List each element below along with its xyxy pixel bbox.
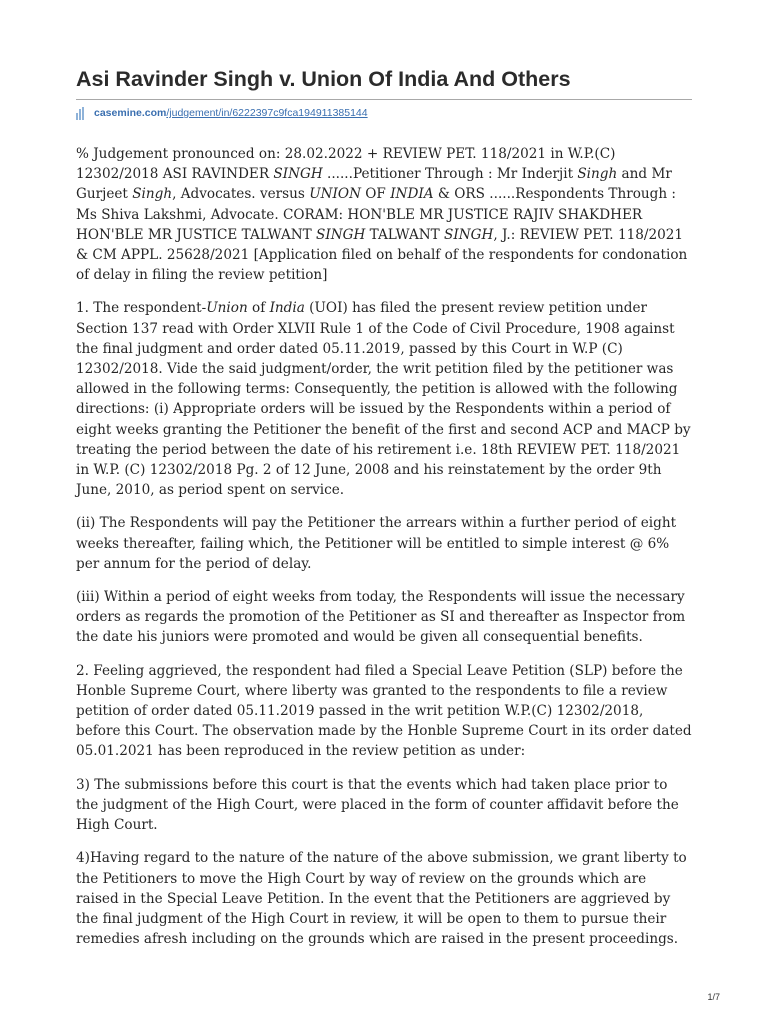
paragraph-text: 4)Having regard to the nature of the nature of the above submission, we grant liberty to the Petitioners to move the High Court by way of review on the grounds which are raised in the Special Leave Petition. In the event that the Petitioners are aggrieved by the final judgment of the High Court in review, it will be open to them to pursue their remedies afresh including on the grounds which are raised in the present proceedings. xyxy=(76,850,687,948)
highlighted-term: SINGH xyxy=(316,226,366,243)
judgement-paragraph xyxy=(76,513,692,574)
judgement-paragraph xyxy=(76,775,692,836)
source-path: /judgement/in/6222397c9fca194911385144 xyxy=(166,107,368,119)
paragraph-text: 1. The respondent- xyxy=(76,300,207,317)
page-number: 1/7 xyxy=(707,992,720,1002)
judgement-paragraph xyxy=(76,298,692,500)
paragraph-text: ......Petitioner Through : Mr Inderjit xyxy=(322,166,578,183)
paragraph-text: , J.: REVIEW PET. 118/2021 & CM APPL. 25628/2021 [Application filed on behalf of the respondents for condonation of delay in filing the review petition] xyxy=(76,226,688,284)
casemine-logo-icon xyxy=(76,107,86,120)
highlighted-term: Singh xyxy=(132,186,173,203)
judgement-paragraph xyxy=(76,587,692,648)
paragraph-text: OF xyxy=(360,186,391,203)
paragraph-text: (ii) The Respondents will pay the Petitioner the arrears within a further period of eight weeks thereafter, failing which, the Petitioner will be entitled to simple interest @ 6% per annum for the period of delay. xyxy=(76,515,677,572)
paragraph-text: TALWANT xyxy=(365,226,445,243)
paragraph-text: & ORS ......Respondents Through : Ms Shiva Lakshmi, Advocate. CORAM: HON'BLE MR JUSTICE RAJIV SHAKDHER HON'BLE MR JUSTICE TALWANT xyxy=(76,186,677,243)
highlighted-term: Singh xyxy=(577,166,618,183)
source-domain: casemine.com xyxy=(94,107,167,119)
paragraph-text: , Advocates. versus xyxy=(172,186,310,203)
paragraph-text: % Judgement pronounced on: 28.02.2022 + REVIEW PET. 118/2021 in W.P.(C) 12302/2018 ASI RAVINDER xyxy=(76,146,616,183)
judgement-paragraph xyxy=(76,144,692,285)
judgement-paragraph xyxy=(76,848,692,949)
highlighted-term: UNION xyxy=(309,186,361,203)
highlighted-term: Union xyxy=(206,300,248,317)
paragraph-text: (UOI) has filed the present review petition under Section 137 read with Order XLVII Rule 1 of the Code of Civil Procedure, 1908 against the final judgment and order dated 05.11.2019, passed by this Court in W.P (C) 12302/2018. Vide the said judgment/order, the writ petition filed by the petitioner was allowed in the following terms: Consequently, the petition is allowed with the following directions: (i) Appropriate orders will be issued by the Respondents within a period of eight weeks granting the Petitioner the benefit of the first and second ACP and MACP by treating the period between the date of his retirement i.e. 18th REVIEW PET. 118/2021 in W.P. (C) 12302/2018 Pg. 2 of 12 June, 2008 and his reinstatement by the order 9th June, 2010, as period spent on service. xyxy=(76,300,691,499)
source-line xyxy=(76,104,368,122)
paragraph-text: 2. Feeling aggrieved, the respondent had filed a Special Leave Petition (SLP) before the Honble Supreme Court, where liberty was granted to the respondents to file a review petition of order dated 05.11.2019 passed in the writ petition W.P.(C) 12302/2018, before this Court. The observation made by the Honble Supreme Court in its order dated 05.01.2021 has been reproduced in the review petition as under: xyxy=(76,662,692,760)
highlighted-term: SINGH xyxy=(273,166,323,183)
paragraph-text: (iii) Within a period of eight weeks from today, the Respondents will issue the necessary orders as regards the promotion of the Petitioner as SI and thereafter as Inspector from the date his juniors were promoted and would be given all consequential benefits. xyxy=(76,589,686,646)
paragraph-text: 3) The submissions before this court is that the events which had taken place prior to the judgment of the High Court, were placed in the form of counter affidavit before the High Court. xyxy=(76,776,679,834)
paragraph-text: of xyxy=(247,300,270,317)
source-link[interactable] xyxy=(94,107,368,119)
paragraph-text: and Mr Gurjeet xyxy=(76,166,672,203)
judgement-paragraph xyxy=(76,661,692,762)
judgement-body xyxy=(76,144,692,962)
document-title: Asi Ravinder Singh v. Union Of India And Others xyxy=(76,67,571,91)
title-divider xyxy=(76,99,692,100)
highlighted-term: INDIA xyxy=(390,186,434,203)
highlighted-term: India xyxy=(269,300,305,317)
highlighted-term: SINGH xyxy=(444,226,494,243)
